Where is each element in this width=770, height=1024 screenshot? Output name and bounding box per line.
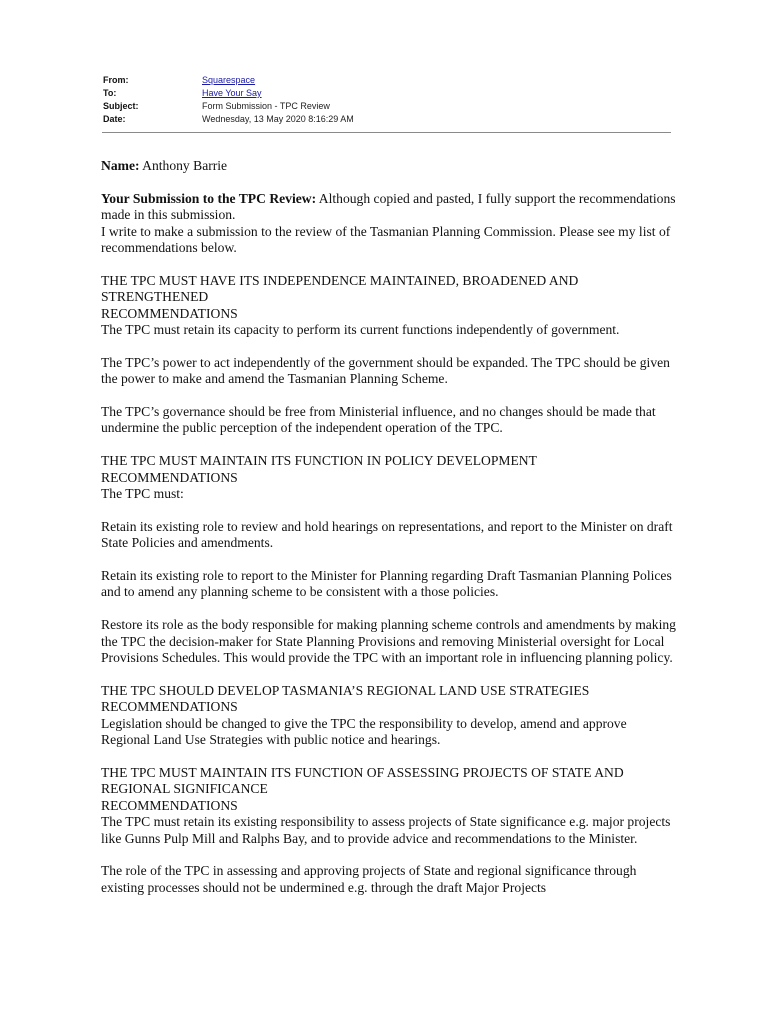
from-link[interactable]: Squarespace	[202, 75, 256, 85]
section3-heading: THE TPC SHOULD DEVELOP TASMANIA’S REGIONAL LAND USE STRATEGIES	[101, 682, 590, 698]
section2-intro: The TPC must:	[101, 486, 184, 502]
to-label: To:	[103, 88, 117, 98]
section4-recommendations: RECOMMENDATIONS	[101, 797, 238, 813]
to-link[interactable]: Have Your Say	[202, 88, 262, 98]
from-row	[103, 74, 671, 87]
date-value: Wednesday, 13 May 2020 8:16:29 AM	[202, 114, 354, 124]
section1	[101, 273, 676, 339]
section4	[101, 765, 676, 847]
section3	[101, 683, 676, 749]
section1-heading: THE TPC MUST HAVE ITS INDEPENDENCE MAINTAINED, BROADENED AND STRENGTHENED	[101, 272, 579, 305]
submission-intro-1: Although copied and pasted, I fully support the recommendations made in this submission.	[101, 190, 676, 223]
name-value: Anthony Barrie	[139, 158, 228, 173]
submission-intro-2: I write to make a submission to the review of the Tasmanian Planning Commission. Please see my list of recommendations below.	[101, 223, 671, 256]
email-header	[103, 74, 671, 126]
date-row	[103, 113, 671, 126]
subject-label: Subject:	[103, 101, 139, 111]
section1-paragraph-3: The TPC’s governance should be free from Ministerial influence, and no changes should be made that undermine the public perception of the independent operation of the TPC.	[101, 404, 656, 436]
subject-row	[103, 100, 671, 113]
section2-paragraph-2: Retain its existing role to report to the Minister for Planning regarding Draft Tasmanian Planning Polices and to amend any planning scheme to be consistent with a those policies.	[101, 568, 672, 600]
subject-value: Form Submission - TPC Review	[202, 101, 330, 111]
submission-label: Your Submission to the TPC Review:	[101, 190, 317, 206]
section2-heading: THE TPC MUST MAINTAIN ITS FUNCTION IN POLICY DEVELOPMENT	[101, 453, 537, 469]
section4-paragraph-2: The role of the TPC in assessing and approving projects of State and regional significance through existing processes should not be undermined e.g. through the draft Major Projects	[101, 863, 637, 895]
section3-recommendations: RECOMMENDATIONS	[101, 699, 238, 715]
section4-heading: THE TPC MUST MAINTAIN ITS FUNCTION OF ASSESSING PROJECTS OF STATE AND REGIONAL SIGNIFICANCE	[101, 764, 624, 797]
section2-recommendations: RECOMMENDATIONS	[101, 469, 238, 485]
section2-paragraph-1: Retain its existing role to review and hold hearings on representations, and report to the Minister on draft State Policies and amendments.	[101, 518, 673, 551]
header-divider	[102, 132, 671, 133]
section2-paragraph-3: Restore its role as the body responsible for making planning scheme controls and amendments by making the TPC the decision-maker for State Planning Provisions and removing Ministerial oversight for Local Provisions Schedules. This would provide the TPC with an important role in influencing planning policy.	[101, 617, 676, 666]
date-label: Date:	[103, 114, 126, 124]
name-paragraph	[101, 158, 676, 174]
section1-paragraph-1: The TPC must retain its capacity to perform its current functions independently of government.	[101, 322, 620, 338]
submission-paragraph	[101, 191, 676, 257]
from-label: From:	[103, 75, 129, 85]
email-body	[101, 158, 676, 896]
name-label: Name:	[101, 158, 140, 173]
section4-paragraph-1: The TPC must retain its existing responsibility to assess projects of State significance e.g. major projects like Gunns Pulp Mill and Ralphs Bay, and to provide advice and recommendations to the Minister.	[101, 814, 671, 846]
to-row	[103, 87, 671, 100]
section3-paragraph-1: Legislation should be changed to give the TPC the responsibility to develop, amend and approve Regional Land Use Strategies with public notice and hearings.	[101, 715, 627, 748]
section1-paragraph-2: The TPC’s power to act independently of the government should be expanded. The TPC should be given the power to make and amend the Tasmanian Planning Scheme.	[101, 354, 670, 387]
section1-recommendations: RECOMMENDATIONS	[101, 305, 238, 321]
section2	[101, 453, 676, 502]
